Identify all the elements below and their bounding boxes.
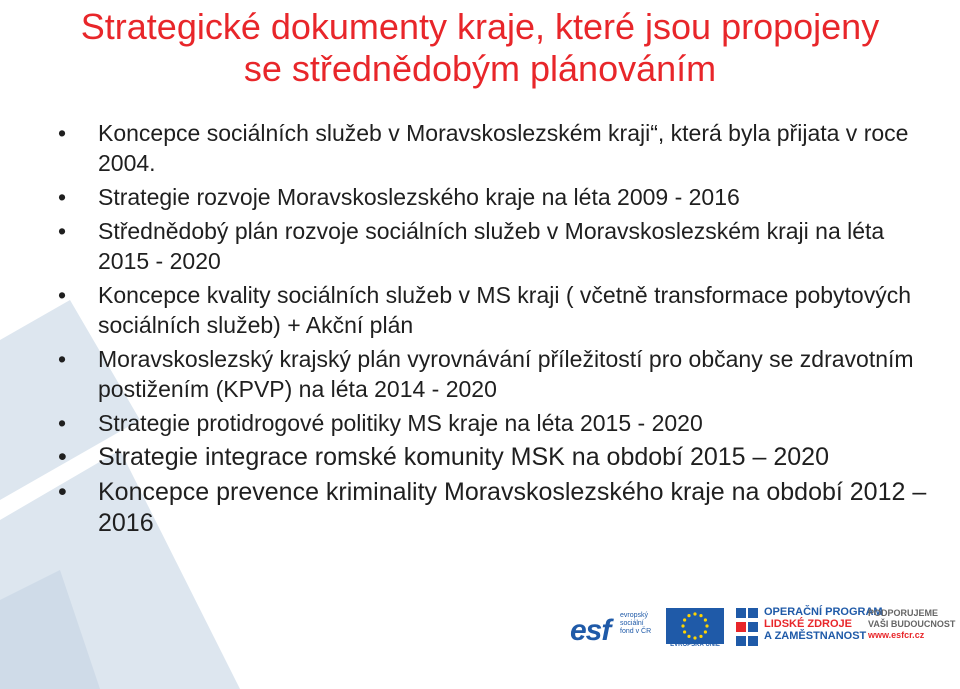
esf-wordmark: esf [570,614,611,647]
esf-sub-line-3: fond v ČR [620,628,652,635]
list-item: • Strategie protidrogové politiky MS kraje na léta 2015 - 2020 [58,408,928,438]
op-logo-icon [736,608,758,646]
list-item: • Koncepce sociálních služeb v Moravskoslezském kraji“, která byla přijata v roce 2004. [58,118,928,178]
esf-sub-line-2: sociální [620,620,644,627]
podporujeme-text [868,608,955,641]
eu-flag-icon [666,608,724,644]
list-item: • Moravskoslezský krajský plán vyrovnávání příležitostí pro občany se zdravotním postižením (KPVP) na léta 2014 - 2020 [58,344,928,404]
op-program-text [764,606,883,642]
funding-logos [568,604,958,654]
page-title [40,6,920,90]
title-line-2: se střednědobým plánováním [243,48,717,89]
esf-logo [568,606,660,652]
op-line-2: LIDSKÉ ZDROJE [764,618,853,630]
title-line-1: Strategické dokumenty kraje, které jsou propojeny [80,6,880,47]
op-line-3: A ZAMĚSTNANOST [764,630,867,642]
esf-url-link: www.esfcr.cz [868,630,925,640]
list-item: • Strategie rozvoje Moravskoslezského kraje na léta 2009 - 2016 [58,182,928,212]
pod-line-2: VAŠI BUDOUCNOST [868,619,956,629]
eu-caption: EVROPSKÁ UNIE [670,642,720,648]
op-line-1: OPERAČNÍ PROGRAM [764,606,883,618]
list-item: • Koncepce kvality sociálních služeb v MS kraji ( včetně transformace pobytových sociálních služeb) + Akční plán [58,280,928,340]
esf-sub-line-1: evropský [620,612,649,619]
list-item: • Střednědobý plán rozvoje sociálních služeb v Moravskoslezském kraji na léta 2015 - 2020 [58,216,928,276]
pod-line-1: PODPORUJEME [868,608,939,618]
document-list [58,118,928,543]
list-item: • Koncepce prevence kriminality Moravskoslezského kraje na období 2012 – 2016 [58,477,928,539]
esf-subtitle [620,612,651,636]
list-item: • Strategie integrace romské komunity MSK na období 2015 – 2020 [58,442,928,473]
